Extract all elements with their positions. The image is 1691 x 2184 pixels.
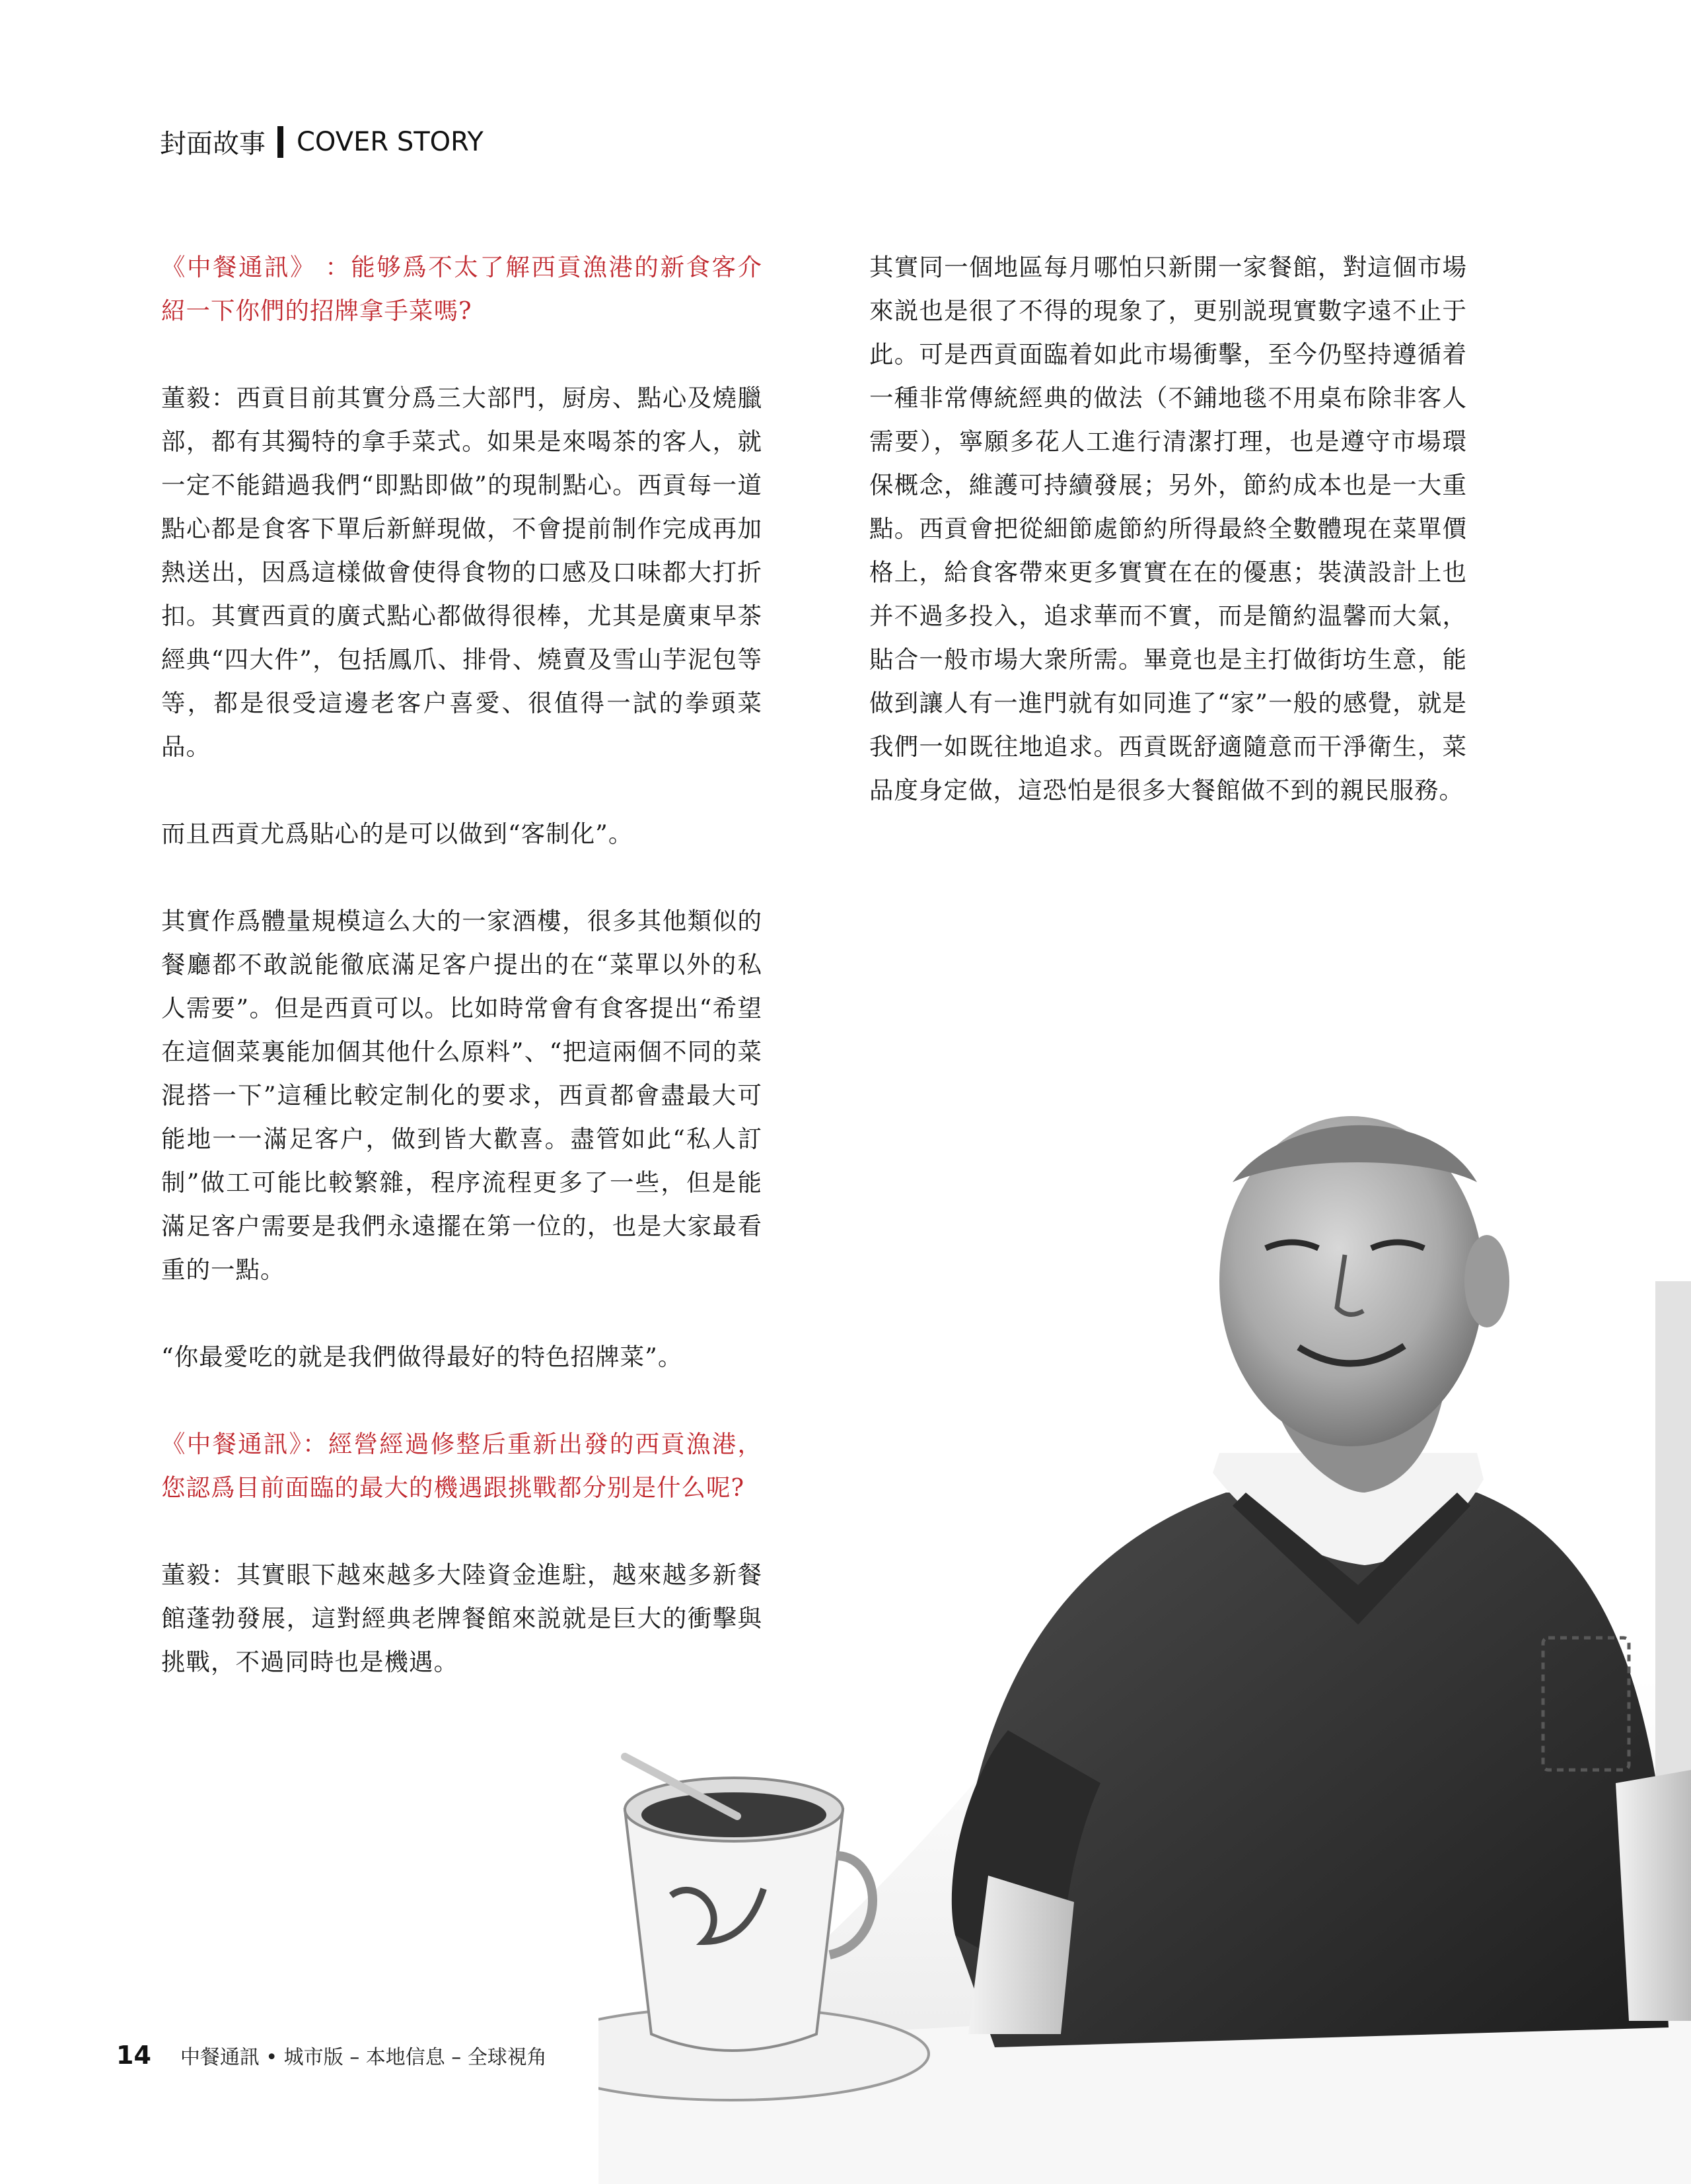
body-paragraph: 其實作爲體量規模這么大的一家酒樓，很多其他類似的餐廳都不敢説能徹底滿足客户提出的在“菜單以外的私人需要”。但是西貢可以。比如時常會有食客提出“希望在這個菜裏能加個其他什么原料”、“把這兩個不同的菜混搭一下”這種比較定制化的要求，西貢都會盡最大可能地一一滿足客户，做到皆大歡喜。盡管如此“私人訂制”做工可能比較繁雜，程序流程更多了一些，但是能滿足客户需要是我們永遠擺在第一位的，也是大家最看重的一點。 — [161, 907, 762, 1284]
portrait-photo — [598, 1083, 1691, 2184]
publication-tagline: 中餐通訊 • 城市版 – 本地信息 – 全球視角 — [180, 2046, 547, 2069]
section-title-cn: 封面故事 — [160, 129, 266, 159]
quote-paragraph: “你最愛吃的就是我們做得最好的特色招牌菜”。 — [161, 1343, 683, 1371]
interview-question: 《中餐通訊》：經營經過修整后重新出發的西貢漁港，您認爲目前面臨的最大的機遇跟挑戰都分别是什么呢? — [161, 1430, 762, 1502]
body-paragraph: 其實同一個地區每月哪怕只新開一家餐館，對這個市場來説也是很了不得的現象了，更别説現實數字遠不止于此。可是西貢面臨着如此市場衝擊，至今仍堅持遵循着一種非常傳統經典的做法（不鋪地毯不用桌布除非客人需要），寧願多花人工進行清潔打理，也是遵守市場環保概念，維護可持續發展；另外，節約成本也是一大重點。西貢會把從細節處節約所得最終全數體現在菜單價格上，給食客帶來更多實實在在的優惠；裝潢設計上也并不過多投入，追求華而不實，而是簡約温馨而大氣，貼合一般市場大衆所需。畢竟也是主打做街坊生意，能做到讓人有一進門就有如同進了“家”一般的感覺，就是我們一如既往地追求。西貢既舒適隨意而干淨衛生，菜品度身定做，這恐怕是很多大餐館做不到的親民服務。 — [869, 253, 1467, 804]
section-title-en: COVER STORY — [297, 126, 484, 157]
page-footer — [116, 2041, 560, 2070]
section-header — [160, 123, 484, 160]
interview-question: 《中餐通訊》 ：能够爲不太了解西貢漁港的新食客介紹一下你們的招牌拿手菜嗎? — [161, 253, 762, 325]
interview-answer: 董毅：西貢目前其實分爲三大部門，厨房、點心及燒臘部，都有其獨特的拿手菜式。如果是來喝茶的客人，就一定不能錯過我們“即點即做”的現制點心。西貢每一道點心都是食客下單后新鮮現做，不會提前制作完成再加熱送出，因爲這樣做會使得食物的口感及口味都大打折扣。其實西貢的廣式點心都做得很棒，尤其是廣東早茶經典“四大件”，包括鳳爪、排骨、燒賣及雪山芋泥包等等，都是很受這邊老客户喜愛、很值得一試的拳頭菜品。 — [161, 384, 762, 761]
right-column — [869, 246, 1467, 812]
body-paragraph: 而且西貢尤爲貼心的是可以做到“客制化”。 — [161, 820, 633, 848]
page-number: 14 — [116, 2041, 151, 2070]
interview-answer: 董毅：其實眼下越來越多大陸資金進駐，越來越多新餐館蓬勃發展，這對經典老牌餐館來説就是巨大的衝擊與挑戰，不過同時也是機遇。 — [161, 1561, 762, 1676]
header-divider — [277, 126, 283, 158]
